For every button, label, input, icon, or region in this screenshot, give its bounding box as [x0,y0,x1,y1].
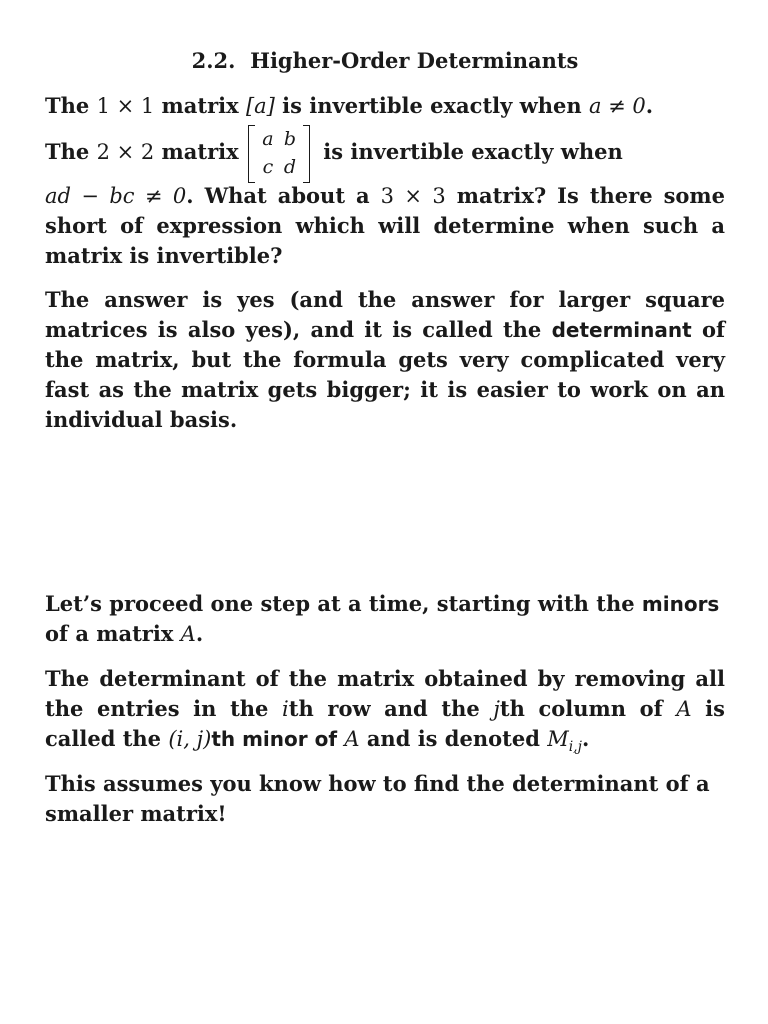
section-title: Higher-Order Determinants [250,48,579,73]
section-number: 2.2. [191,48,236,73]
math-A: A [344,727,360,751]
math-i: i [282,697,289,721]
math-A: A [676,697,692,721]
math-matrix-a: [a] [245,94,275,118]
matrix-entry-d: d [283,155,297,178]
text: th column of [499,696,677,721]
text: . [581,726,590,751]
closing-note [45,769,725,829]
term-minors: minors [641,592,720,616]
determinant-paragraph [45,285,725,435]
math-j: j [493,697,500,721]
section-heading [45,46,725,76]
math-2x2: 2 × 2 [96,140,155,164]
text: This assumes you know how to find the determinant of a smaller matrix! [45,771,710,826]
intro-line-2x2 [45,127,725,178]
matrix-entry-b: b [283,127,297,150]
matrix-2x2 [248,125,310,183]
math-condition-a: a ≠ 0 [588,94,646,118]
text: th row and the [288,696,494,721]
text: The determinant of the matrix obtained by removing all the entries in the [45,666,725,721]
math-condition-ad-bc: ad − bc ≠ 0 [45,184,187,208]
text: Let’s proceed one step at a time, starting with the [45,591,642,616]
math-M: M [547,727,569,751]
math-var-A: A [180,622,196,646]
text: . What about a [186,183,381,208]
text: matrix [154,139,239,164]
intro-line-1x1 [45,91,725,121]
text: is called the [45,696,725,751]
math-ij: (i, j) [168,727,212,751]
text: The [45,139,97,164]
text: of the matrix, but the formula gets very complicated very fast as the matrix gets bigger; it is easier to work on an individual basis. [45,317,725,432]
term-determinant: determinant [551,318,692,342]
text: and is denoted [359,726,548,751]
math-subscript-ij: i,j [568,739,582,756]
text: The [45,93,97,118]
matrix-entry-a: a [262,127,274,150]
math-1x1: 1 × 1 [96,94,155,118]
matrix-entry-c: c [262,155,274,178]
math-3x3: 3 × 3 [380,184,446,208]
text: matrix [154,93,246,118]
text: The answer is yes (and the answer for larger square matrices is also yes), and it is called the [45,287,725,342]
term-minor-of: th minor of [211,727,338,751]
text: . [645,93,654,118]
minor-definition [45,664,725,754]
right-bracket [303,125,310,183]
minors-intro [45,589,725,649]
left-bracket [248,125,255,183]
text: matrix? Is there some short of expression which will determine when such a matrix is invertible? [45,183,725,268]
text: . [195,621,204,646]
text: is invertible exactly when [323,139,623,164]
intro-question [45,181,725,271]
text: of a matrix [45,621,181,646]
text: is invertible exactly when [274,93,589,118]
